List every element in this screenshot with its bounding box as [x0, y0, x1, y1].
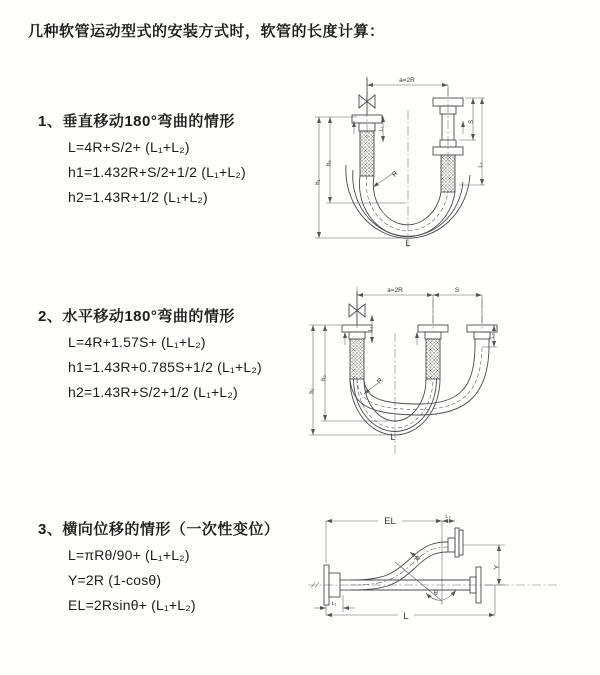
- formula-h1: h1=1.43R+0.785S+1/2 (L₁+L₂): [68, 359, 262, 375]
- section-1-heading: [38, 112, 246, 132]
- section-lateral-displacement: [38, 520, 279, 615]
- section-2-title: 水平移动180°弯曲的情形: [62, 308, 235, 325]
- section-horizontal-movement: [38, 307, 262, 402]
- angle-label: θ: [434, 590, 438, 597]
- dim-label-l2: L₂: [490, 333, 496, 339]
- length-label: L: [403, 611, 409, 622]
- section-1-title: 垂直移动180°弯曲的情形: [62, 113, 235, 130]
- dim-label-h1: h₁: [315, 179, 322, 185]
- radius-label: R: [391, 170, 400, 179]
- page-title: 几种软管运动型式的安装方式时，软管的长度计算：: [28, 23, 385, 40]
- formula-y: Y=2R (1-cosθ): [68, 572, 162, 588]
- dim-label-l2: L₂: [478, 162, 484, 168]
- horizontal-bend-diagram: [308, 283, 600, 463]
- formula-h2: h2=1.43R+S/2+1/2 (L₁+L₂): [68, 384, 238, 400]
- displaced-end-flange: [448, 528, 463, 557]
- section-3-title: 横向位移的情形（一次性变位）: [62, 521, 280, 538]
- valve-icon: [359, 78, 375, 115]
- section-1-number: 1、: [38, 113, 63, 130]
- section-2-heading: [38, 307, 262, 327]
- section-vertical-movement: [38, 112, 246, 207]
- dim-label-a2r: a=2R: [399, 77, 415, 84]
- dim-label-h2: h₂: [326, 160, 333, 166]
- dim-label-h2: h₂: [321, 375, 328, 381]
- vertical-bend-diagram: [313, 70, 588, 255]
- dim-label-a2r: a=2R: [387, 287, 403, 294]
- middle-pipe-flange: [418, 325, 448, 379]
- left-pipe-flange: [342, 325, 372, 379]
- dim-label-l1: L₁: [379, 126, 385, 132]
- hose-s-curve: [350, 542, 448, 590]
- radius-label: R: [376, 377, 385, 386]
- formula-length: L=4R+1.57S+ (L₁+L₂): [68, 334, 206, 350]
- section-2-number: 2、: [38, 308, 63, 325]
- centerlines: [308, 582, 560, 588]
- dim-label-l1: L₁: [331, 601, 337, 607]
- section-3-number: 3、: [38, 521, 63, 538]
- centerlines: [367, 76, 448, 248]
- dim-label-l2: L₂: [445, 514, 451, 520]
- dim-label-el: EL: [384, 516, 396, 527]
- formula-length: L=4R+S/2+ (L₁+L₂): [68, 139, 190, 155]
- lateral-displacement-diagram: [298, 505, 600, 645]
- dim-label-l1: L₁: [368, 326, 374, 332]
- dim-label-h1: h₁: [309, 388, 316, 394]
- dim-label-s: S: [469, 119, 475, 125]
- formula-length: L=πRθ/90+ (L₁+L₂): [68, 547, 190, 563]
- section-3-heading: [38, 520, 279, 540]
- dim-label-s: S: [454, 287, 460, 294]
- radius-label: R: [412, 555, 421, 564]
- formula-h2: h2=1.43R+1/2 (L₁+L₂): [68, 189, 208, 205]
- formula-el: EL=2Rsinθ+ (L₁+L₂): [68, 597, 196, 613]
- dim-label-y: Y: [494, 564, 501, 570]
- formula-h1: h1=1.432R+S/2+1/2 (L₁+L₂): [68, 164, 246, 180]
- valve-icon: [349, 291, 365, 325]
- length-label: L: [390, 432, 396, 442]
- length-label: L: [405, 238, 411, 248]
